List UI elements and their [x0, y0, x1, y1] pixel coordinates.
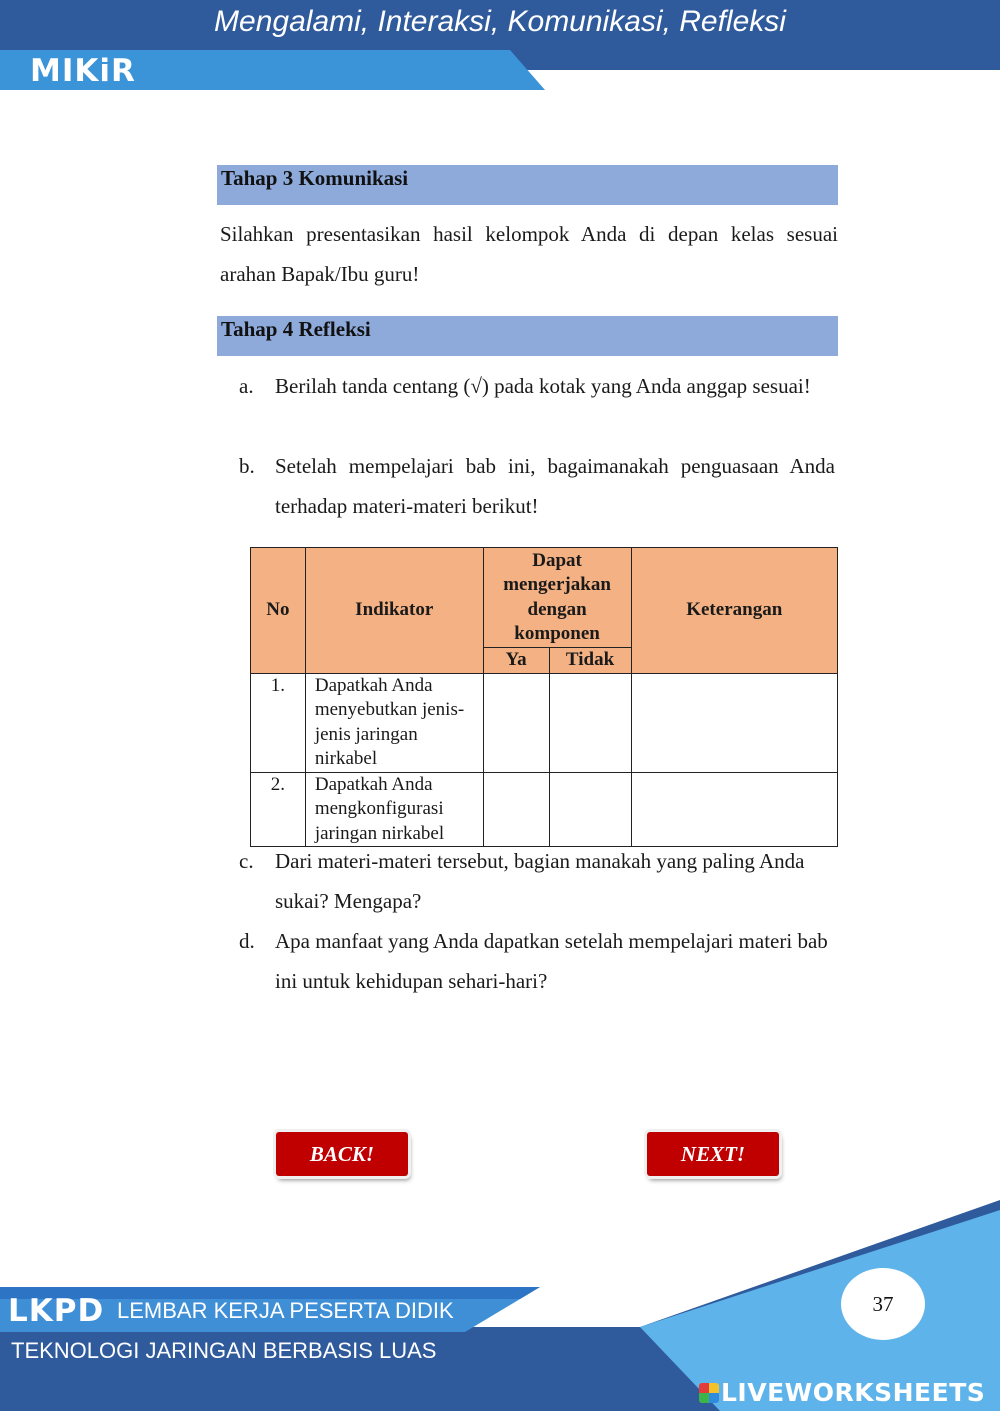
- liveworksheets-logo: [699, 1378, 985, 1407]
- column-header-no: No: [251, 548, 306, 674]
- checkbox-ya-cell[interactable]: [483, 772, 549, 847]
- list-marker: a.: [239, 374, 254, 398]
- header-accent: [500, 52, 1000, 70]
- section-tahap-4-header: [217, 316, 838, 356]
- column-header-tidak: Tidak: [549, 648, 631, 674]
- page-number: 37: [841, 1268, 925, 1340]
- brand-logo: MIKiR: [30, 53, 136, 89]
- list-text: Setelah mempelajari bab ini, bagaimanakah penguasaan Anda terhadap materi-materi berikut!: [275, 454, 835, 518]
- header-title: Mengalami, Interaksi, Komunikasi, Refleksi: [214, 5, 786, 38]
- assessment-table: [250, 547, 838, 847]
- list-marker: d.: [239, 929, 255, 953]
- section-tahap-4-title: Tahap 4 Refleksi: [221, 317, 371, 341]
- list-text: Dari materi-materi tersebut, bagian manakah yang paling Anda sukai? Mengapa?: [275, 849, 805, 913]
- list-text: Berilah tanda centang (√) pada kotak yang Anda anggap sesuai!: [275, 374, 811, 398]
- section-tahap-3-header: [217, 165, 838, 205]
- liveworksheets-text: LIVEWORKSHEETS: [721, 1378, 986, 1407]
- liveworksheets-icon: [699, 1383, 719, 1403]
- lkpd-logo: LKPD: [8, 1293, 105, 1329]
- back-button[interactable]: BACK!: [276, 1132, 408, 1176]
- list-marker: c.: [239, 849, 254, 873]
- course-title: TEKNOLOGI JARINGAN BERBASIS LUAS: [11, 1338, 437, 1363]
- column-header-ya: Ya: [483, 648, 549, 674]
- list-marker: b.: [239, 454, 255, 478]
- table-row: [251, 673, 838, 772]
- column-header-keterangan: Keterangan: [631, 548, 838, 674]
- table-row: [251, 772, 838, 847]
- row-indikator: Dapatkah Anda mengkonfigurasi jaringan nirkabel: [305, 772, 483, 847]
- row-indikator: Dapatkah Anda menyebutkan jenis-jenis jaringan nirkabel: [305, 673, 483, 772]
- checkbox-ya-cell[interactable]: [483, 673, 549, 772]
- next-button[interactable]: NEXT!: [647, 1132, 779, 1176]
- checkbox-tidak-cell[interactable]: [549, 673, 631, 772]
- section-tahap-3-title: Tahap 3 Komunikasi: [221, 166, 409, 190]
- keterangan-cell[interactable]: [631, 673, 838, 772]
- column-header-indikator: Indikator: [305, 548, 483, 674]
- section-tahap-3-body: Silahkan presentasikan hasil kelompok Anda di depan kelas sesuai arahan Bapak/Ibu guru!: [220, 222, 838, 286]
- row-number: 1.: [251, 673, 306, 772]
- column-header-group: Dapat mengerjakan dengan komponen: [483, 548, 631, 648]
- keterangan-cell[interactable]: [631, 772, 838, 847]
- checkbox-tidak-cell[interactable]: [549, 772, 631, 847]
- list-text: Apa manfaat yang Anda dapatkan setelah mempelajari materi bab ini untuk kehidupan sehari-hari?: [275, 929, 828, 993]
- row-number: 2.: [251, 772, 306, 847]
- lkpd-subtitle: LEMBAR KERJA PESERTA DIDIK: [117, 1298, 454, 1323]
